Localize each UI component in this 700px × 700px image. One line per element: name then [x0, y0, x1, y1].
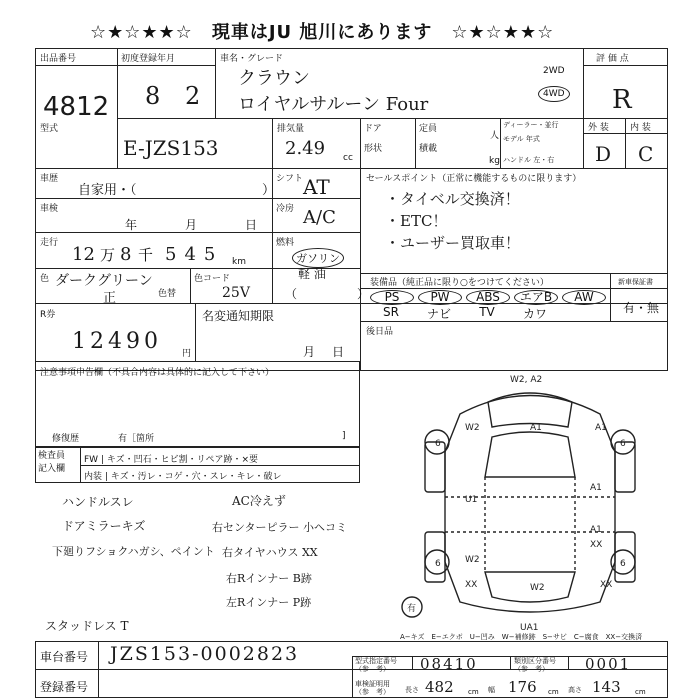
notes-label: 注意事項申告欄（不具合内容は具体的に記入して下さい） [40, 368, 275, 378]
repair-hist-label: 修復歴 [52, 434, 80, 444]
capacity-label: 定員 [419, 124, 438, 134]
len-value: 482 [425, 678, 454, 696]
len-unit: cm [468, 688, 479, 696]
mileage-rest-value: 545 [165, 244, 224, 265]
lot-no-label: 出品番号 [40, 54, 77, 64]
equipment-エアB: エアB [514, 290, 558, 305]
fuel-paren: （ ） [285, 287, 370, 301]
inspection-month: 月 [185, 218, 198, 232]
sales-label: セールスポイント（正常に機能するものに限ります） [366, 174, 582, 184]
cooler-label: 冷房 [276, 204, 295, 214]
fuel-label: 燃料 [276, 238, 295, 248]
equipment-PW: PW [418, 290, 462, 305]
model-label: 型式 [40, 124, 59, 134]
note-right-2: 右センターピラー 小ヘコミ [212, 521, 348, 534]
shift-value: AT [303, 175, 330, 199]
colorcode-value: 25V [222, 285, 250, 301]
tax-notice-label: 名変通知期限 [202, 309, 275, 323]
svg-text:6: 6 [620, 559, 626, 569]
r-ken-value: 12490 [72, 329, 162, 354]
history-value: 自家用・（ [78, 183, 137, 198]
reg-month-value: 2 [185, 82, 201, 110]
history-label: 車歴 [40, 174, 59, 184]
car-diagram [400, 372, 660, 632]
hei-value: 143 [592, 678, 621, 696]
equipment-AW: AW [562, 290, 606, 305]
drive-2wd: 2WD [543, 66, 565, 76]
svg-text:W2: W2 [530, 583, 545, 593]
dealer-label: ディーラー・並行 [503, 121, 559, 129]
svg-text:XX: XX [465, 580, 478, 590]
cert-size-label: 車検証明用 （参 考） [355, 680, 390, 696]
class-no-label: 類別区分番号 （参 考） [514, 657, 556, 673]
svg-text:6: 6 [620, 439, 626, 449]
tax-month: 月 [303, 345, 316, 359]
history-close: ） [262, 183, 276, 198]
svg-text:6: 6 [435, 439, 441, 449]
car-name-line1: クラウン [238, 68, 310, 89]
exterior-score: D [595, 142, 612, 166]
r-ken-label: R券 [40, 310, 56, 320]
inspector-label: 検査員 記入欄 [38, 451, 66, 474]
type-cert-label: 型式指定番号 （参 考） [355, 657, 397, 673]
eval-score: R [612, 85, 632, 115]
interior-label: 内 装 [630, 123, 651, 133]
handle-label: ハンドル 左・右 [503, 156, 555, 164]
note-left-1: ハンドルスレ [62, 495, 134, 509]
note-left-2: ドアミラーキズ [62, 519, 146, 533]
displacement-label: 排気量 [277, 124, 305, 134]
reg-no-label: 登録番号 [40, 680, 89, 694]
header-banner: ☆★☆★★☆ 現車はJU 旭川にあります ☆★☆★★☆ [90, 22, 555, 43]
note-right-4: 右Rインナー B跡 [226, 572, 312, 585]
color-label: 色 [40, 274, 50, 284]
colorcode-label: 色コード [194, 274, 231, 284]
inspection-year: 年 [125, 218, 138, 232]
studless: スタッドレス T [45, 619, 129, 633]
equipment-label: 装備品（純正品に限り○をつけてください） [370, 278, 549, 288]
note-right-1: AC冷えず [232, 494, 286, 508]
fuel-light: 軽 油 [298, 267, 326, 281]
lot-no-value: 4812 [43, 92, 110, 122]
wid-label: 幅 [488, 686, 495, 694]
interior-row: 内装 | キズ・汚レ・コゲ・穴・スレ・キレ・破レ [84, 472, 282, 482]
displacement-value: 2.49 [285, 138, 326, 159]
interior-score: C [638, 142, 654, 166]
wid-unit: cm [548, 688, 559, 696]
svg-text:W2: W2 [465, 423, 480, 433]
kg-label: kg [489, 156, 500, 166]
inspection-day: 日 [245, 218, 258, 232]
equipment-ABS: ABS [466, 290, 510, 305]
equipment-カワ: カワ [522, 307, 547, 321]
first-reg-label: 初度登録年月 [121, 54, 176, 64]
chassis-no-value: JZS153-0002823 [110, 643, 300, 665]
mileage-label: 走行 [40, 238, 59, 248]
svg-text:有: 有 [407, 604, 417, 614]
svg-text:W2: W2 [465, 555, 480, 565]
inspection-label: 車検 [40, 204, 59, 214]
dmg-top: W2, A2 [510, 375, 543, 385]
model-year-label: モデル 年式 [503, 135, 540, 143]
sales-point-2: ・ETC！ [385, 212, 448, 230]
recolor-mark: 正 [103, 291, 117, 306]
equipment-SR: SR [383, 305, 399, 319]
wid-value: 176 [508, 678, 537, 696]
svg-text:U1: U1 [465, 495, 478, 505]
warranty-value: 有・無 [623, 301, 660, 315]
eval-label: 評 価 点 [596, 54, 629, 64]
shift-label: シフト [276, 174, 304, 184]
repair-hist-value: 有［箇所 [118, 434, 155, 444]
svg-text:A1: A1 [590, 525, 602, 535]
warranty-label: 新車保証書 [618, 278, 653, 286]
reg-year-value: 8 [145, 82, 161, 110]
hei-unit: cm [635, 688, 646, 696]
rear-label: 後日品 [366, 327, 394, 337]
type-cert-value: 08410 [420, 655, 478, 673]
loadcap-label: 積載 [419, 144, 438, 154]
damage-legend: A−キズ E−エクボ U−凹み W−補修跡 S−サビ C−腐食 XX−交換済 [400, 633, 643, 641]
mileage-man-label: 万 [100, 246, 116, 264]
car-name-line2: ロイヤルサルーン Four [238, 94, 429, 115]
fuel-gas: ガソリン [292, 248, 344, 268]
cc-label: cc [343, 153, 353, 163]
exterior-label: 外 装 [588, 123, 609, 133]
hei-label: 高さ [568, 686, 582, 694]
svg-text:XX: XX [600, 580, 613, 590]
repair-hist-close: ] [342, 431, 346, 441]
person-label: 人 [490, 131, 500, 141]
class-no-value: 0001 [585, 655, 632, 673]
color-value: ダークグリーン [55, 273, 153, 289]
sales-point-3: ・ユーザー買取車！ [385, 234, 521, 252]
equipment-TV: TV [479, 305, 495, 319]
equipment-ナビ: ナビ [426, 307, 451, 321]
dmg-bottom: UA1 [520, 623, 539, 632]
len-label: 長さ [405, 686, 419, 694]
svg-text:A1: A1 [590, 483, 602, 493]
tax-day: 日 [332, 345, 345, 359]
door-label: ドア [364, 124, 382, 134]
mileage-sen-value: 8 [120, 244, 132, 265]
sales-point-1: ・タイベル交換済！ [385, 190, 520, 208]
recolor-label: 色替 [158, 289, 177, 299]
model-value: E-JZS153 [123, 136, 219, 160]
fw-row: FW | キズ・凹石・ヒビ割・リペア跡・×要 [84, 455, 259, 465]
yen-label: 円 [182, 349, 192, 359]
note-right-3: 右タイヤハウス XX [222, 546, 318, 559]
note-right-5: 左Rインナー P跡 [226, 596, 312, 609]
svg-text:A1: A1 [595, 423, 607, 433]
shape-label: 形状 [364, 144, 383, 154]
chassis-no-label: 車台番号 [40, 650, 89, 664]
svg-text:XX: XX [590, 540, 603, 550]
svg-text:A1: A1 [530, 423, 542, 433]
equipment-PS: PS [370, 290, 414, 305]
mileage-man-value: 12 [72, 244, 95, 265]
mileage-sen-label: 千 [138, 246, 154, 264]
car-name-label: 車名・グレード [220, 54, 284, 64]
cooler-value: A/C [303, 207, 336, 228]
svg-text:6: 6 [435, 559, 441, 569]
drive-4wd-circled: 4WD [538, 86, 570, 102]
km-label: km [232, 257, 246, 267]
note-left-3: 下廻りフショクハガシ、ペイント [52, 545, 215, 558]
